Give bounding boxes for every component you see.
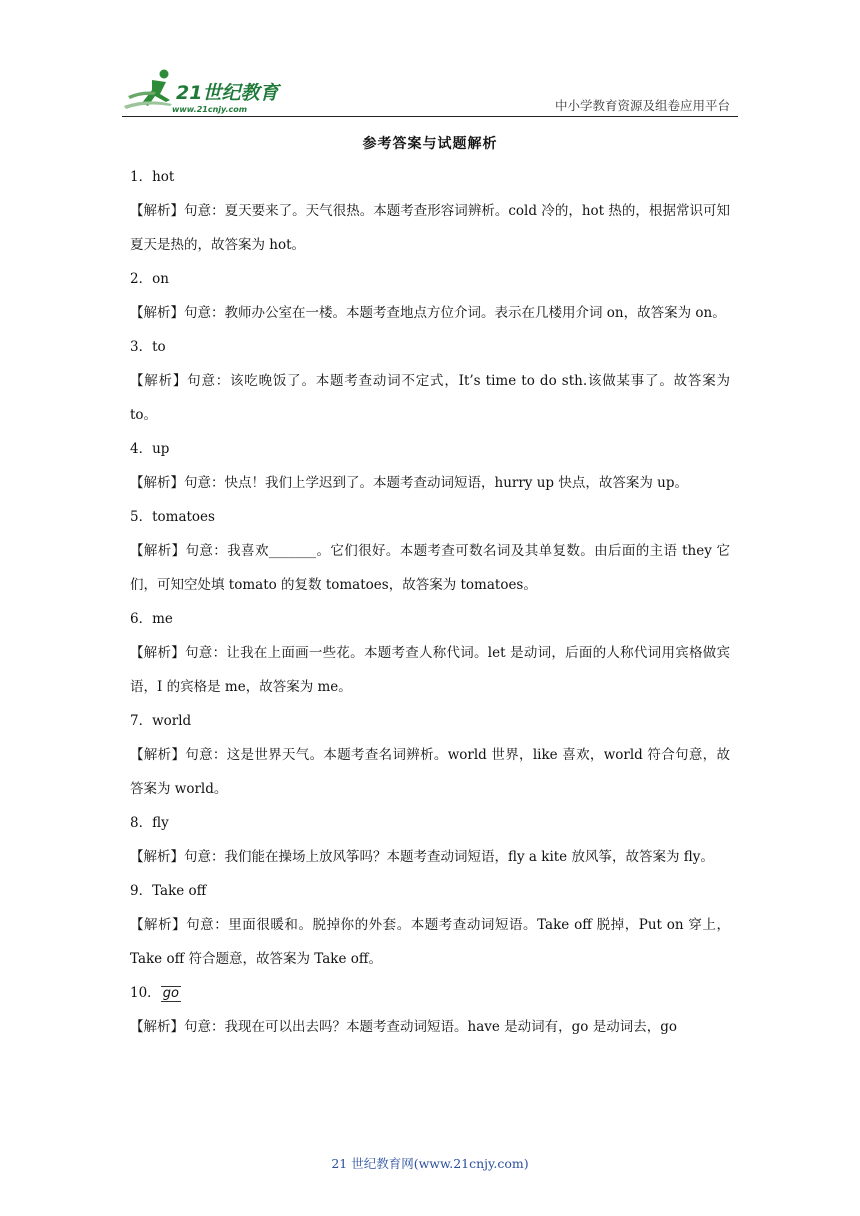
explanation: 【解析】句意：里面很暖和。脱掉你的外套。本题考查动词短语。Take off 脱掉，Put on 穿上，Take off 符合题意，故答案为 Take off。 bbox=[130, 917, 730, 967]
answer-line: 6．me bbox=[130, 611, 173, 627]
answer-line: 1．hot bbox=[130, 169, 175, 185]
logo-url-text: www.21cnjy.com bbox=[172, 105, 248, 114]
explanation: 【解析】句意：我现在可以出去吗？本题考查动词短语。have 是动词有，go 是动词去，go bbox=[130, 1019, 677, 1035]
list-item bbox=[130, 874, 730, 976]
explanation: 【解析】句意：这是世界天气。本题考查名词辨析。world 世界，like 喜欢，world 符合句意，故答案为 world。 bbox=[130, 747, 730, 797]
list-item bbox=[130, 704, 730, 806]
logo-21cnjy bbox=[122, 66, 290, 116]
page-footer: 21 世纪教育网(www.21cnjy.com) bbox=[331, 1156, 529, 1171]
handwritten-answer: go bbox=[162, 985, 179, 1001]
explanation: 【解析】句意：我们能在操场上放风筝吗？本题考查动词短语，fly a kite 放风筝，故答案为 fly。 bbox=[130, 849, 714, 865]
explanation: 【解析】句意：该吃晚饭了。本题考查动词不定式，It’s time to do sth.该做某事了。故答案为 to。 bbox=[130, 373, 730, 423]
answer-line: 4．up bbox=[130, 441, 170, 457]
answer-line: 7．world bbox=[130, 713, 192, 729]
list-item bbox=[130, 262, 730, 330]
answer-line: 3．to bbox=[130, 339, 166, 355]
answer-list bbox=[130, 160, 730, 1044]
runner-icon bbox=[124, 70, 172, 110]
list-item bbox=[130, 806, 730, 874]
page-title: 参考答案与试题解析 bbox=[362, 136, 498, 152]
logo-main-text: 21世纪教育 bbox=[176, 82, 279, 104]
answer-line: 9．Take off bbox=[130, 883, 207, 899]
list-item bbox=[130, 976, 730, 1044]
answer-line bbox=[130, 976, 730, 1010]
list-item bbox=[130, 330, 730, 432]
list-item bbox=[130, 500, 730, 602]
explanation: 【解析】句意：教师办公室在一楼。本题考查地点方位介词。表示在几楼用介词 on，故答案为 on。 bbox=[130, 305, 726, 321]
explanation: 【解析】句意：夏天要来了。天气很热。本题考查形容词辨析。cold 冷的，hot 热的，根据常识可知夏天是热的，故答案为 hot。 bbox=[130, 203, 730, 253]
explanation: 【解析】句意：我喜欢_______。它们很好。本题考查可数名词及其单复数。由后面的主语 they 它们，可知空处填 tomato 的复数 tomatoes，故答案为 tomatoes。 bbox=[130, 543, 730, 593]
platform-name: 中小学教育资源及组卷应用平台 bbox=[554, 98, 730, 113]
header-rule bbox=[122, 116, 738, 117]
answer-line: 8．fly bbox=[130, 815, 169, 831]
list-item bbox=[130, 160, 730, 262]
explanation: 【解析】句意：让我在上面画一些花。本题考查人称代词。let 是动词，后面的人称代词用宾格做宾语，I 的宾格是 me，故答案为 me。 bbox=[130, 645, 730, 695]
list-item bbox=[130, 432, 730, 500]
list-item bbox=[130, 602, 730, 704]
explanation: 【解析】句意：快点！我们上学迟到了。本题考查动词短语，hurry up 快点，故答案为 up。 bbox=[130, 475, 688, 491]
answer-line: 5．tomatoes bbox=[130, 509, 215, 525]
answer-number: 10． bbox=[130, 985, 161, 1001]
answer-line: 2．on bbox=[130, 271, 169, 287]
page-header bbox=[0, 0, 860, 120]
